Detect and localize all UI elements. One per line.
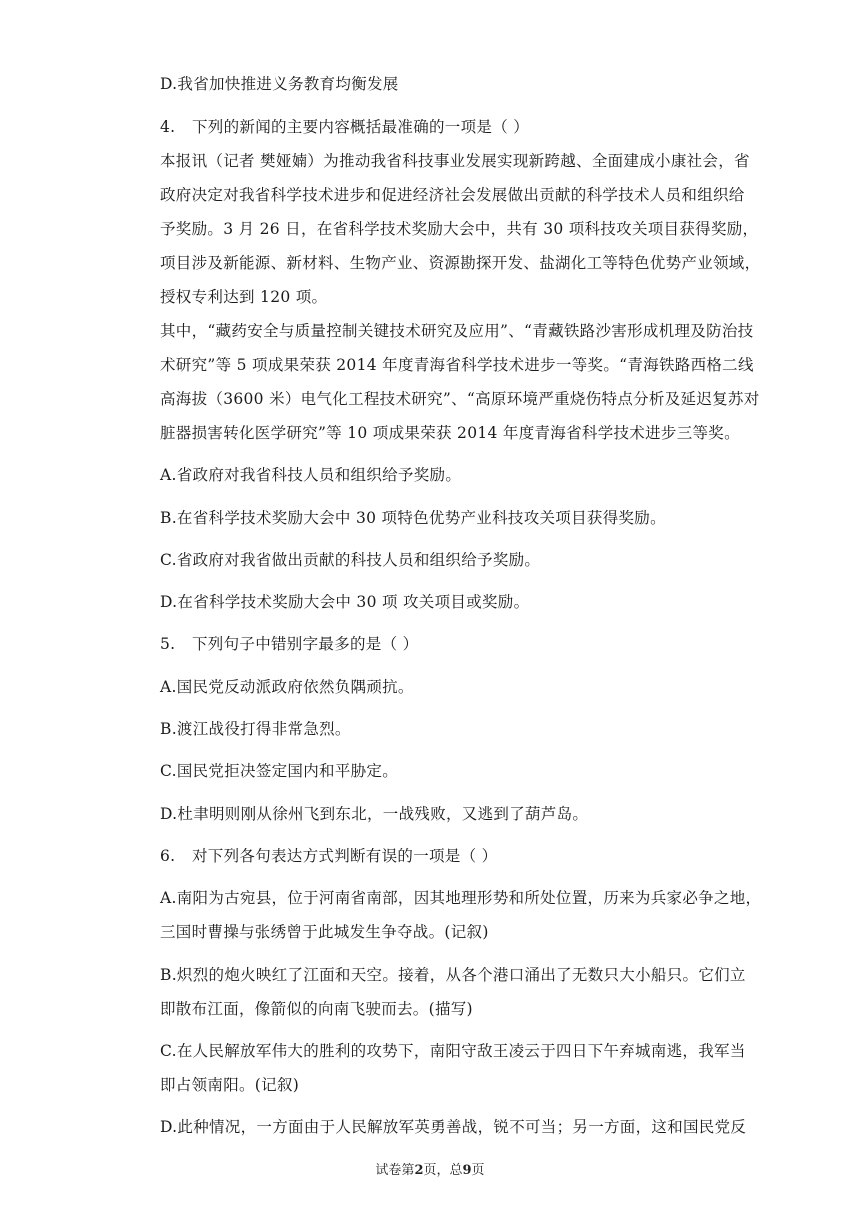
option-6b-cont: 即散布江面，像箭似的向南飞驶而去。(描写) xyxy=(160,1000,473,1018)
news-passage-line: 术研究”等 5 项成果荣获 2014 年度青海省科学技术进步一等奖。“青海铁路西格二线 xyxy=(160,356,754,374)
footer-total-pages: 9 xyxy=(462,1163,472,1178)
option-6b: B.炽烈的炮火映红了江面和天空。接着，从各个港口涌出了无数只大小船只。它们立 xyxy=(160,966,746,984)
news-passage-line: 政府决定对我省科学技术进步和促进经济社会发展做出贡献的科学技术人员和组织给 xyxy=(160,186,745,204)
page-footer xyxy=(0,1162,860,1180)
footer-page-number: 2 xyxy=(414,1163,424,1178)
option-3d: D.我省加快推进义务教育均衡发展 xyxy=(160,75,399,93)
news-passage-line: 其中，“藏药安全与质量控制关键技术研究及应用”、“青藏铁路沙害形成机理及防治技 xyxy=(160,322,754,340)
news-passage-line: 高海拔（3600 米）电气化工程技术研究”、“高原环境严重烧伤特点分析及延迟复苏对 xyxy=(160,390,760,408)
question-4-stem: 4. 下列的新闻的主要内容概括最准确的一项是（ ） xyxy=(160,118,530,136)
option-5d: D.杜聿明则刚从徐州飞到东北，一战残败，又逃到了葫芦岛。 xyxy=(160,805,589,823)
question-5-stem: 5. 下列句子中错别字最多的是（ ） xyxy=(160,635,419,653)
option-6c-cont: 即占领南阳。(记叙) xyxy=(160,1076,300,1094)
news-passage-line: 本报讯（记者 樊娅婻）为推动我省科技事业发展实现新跨越、全面建成小康社会，省 xyxy=(160,152,750,170)
footer-prefix: 试卷第 xyxy=(375,1163,415,1178)
option-4c: C.省政府对我省做出贡献的科技人员和组织给予奖励。 xyxy=(160,551,541,569)
option-4b: B.在省科学技术奖励大会中 30 项特色优势产业科技攻关项目获得奖励。 xyxy=(160,509,666,527)
news-passage-line: 授权专利达到 120 项。 xyxy=(160,288,328,306)
option-4d: D.在省科学技术奖励大会中 30 项 攻关项目或奖励。 xyxy=(160,593,530,611)
option-5b: B.渡江战役打得非常急烈。 xyxy=(160,720,351,738)
news-passage-line: 项目涉及新能源、新材料、生物产业、资源勘探开发、盐湖化工等特色优势产业领域， xyxy=(160,254,761,272)
footer-middle: 页，总 xyxy=(423,1163,463,1178)
news-passage-line: 脏器损害转化医学研究”等 10 项成果荣获 2014 年度青海省科学技术进步三等奖。 xyxy=(160,424,740,442)
option-6a-cont: 三国时曹操与张绣曾于此城发生争夺战。(记叙) xyxy=(160,923,489,941)
footer-suffix: 页 xyxy=(471,1163,485,1178)
news-passage-line: 予奖励。3 月 26 日，在省科学技术奖励大会中，共有 30 项科技攻关项目获得奖励， xyxy=(160,220,759,238)
option-5c: C.国民党拒决签定国内和平胁定。 xyxy=(160,762,399,780)
option-6c: C.在人民解放军伟大的胜利的攻势下，南阳守敌王凌云于四日下午弃城南逃，我军当 xyxy=(160,1042,746,1060)
option-4a: A.省政府对我省科技人员和组织给予奖励。 xyxy=(160,466,462,484)
question-number: 5. xyxy=(160,635,176,653)
option-6a: A.南阳为古宛县，位于河南省南部，因其地理形势和所处位置，历来为兵家必争之地， xyxy=(160,889,762,907)
option-6d: D.此种情况，一方面由于人民解放军英勇善战，锐不可当；另一方面，这和国民党反 xyxy=(160,1118,747,1136)
question-6-stem: 6. 对下列各句表达方式判断有误的一项是（ ） xyxy=(160,847,498,865)
question-number: 4. xyxy=(160,118,176,136)
option-5a: A.国民党反动派政府依然负隅顽抗。 xyxy=(160,678,414,696)
question-number: 6. xyxy=(160,847,176,865)
